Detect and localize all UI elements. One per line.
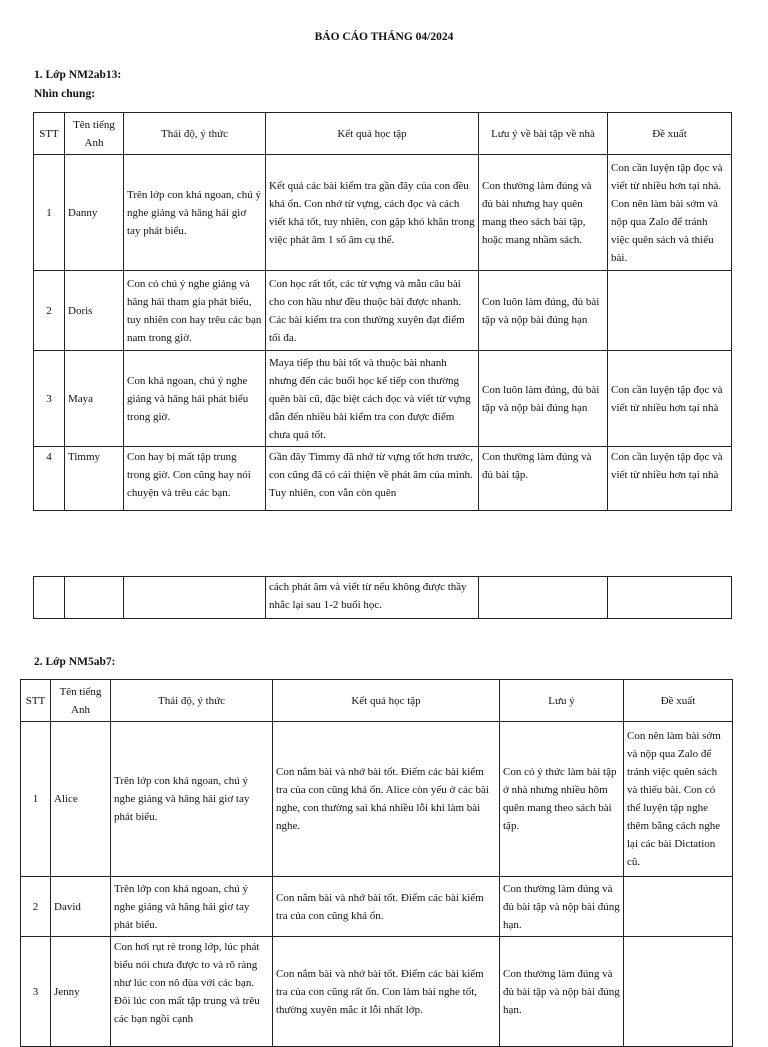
class1-heading: 1. Lớp NM2ab13:	[34, 69, 122, 81]
stt-cell: 2	[34, 271, 65, 351]
table-row	[21, 937, 733, 1047]
table-row	[34, 271, 732, 351]
empty-cell	[608, 577, 732, 619]
result-cell: Kết quả các bài kiểm tra gần đây của con đều khá ổn. Con nhớ từ vựng, cách đọc và cách viết khá tốt, tuy nhiên, con gặp khó khăn trong việc phát âm 1 số âm cụ thể.	[266, 155, 479, 271]
stt-cell: 1	[21, 722, 51, 877]
table-header-row	[34, 113, 732, 155]
col-header: Thái độ, ý thức	[124, 113, 266, 155]
suggestion-cell	[608, 271, 732, 351]
empty-cell	[479, 577, 608, 619]
table-row	[21, 877, 733, 937]
col-header: Kết quả học tập	[273, 680, 500, 722]
name-cell: Danny	[65, 155, 124, 271]
suggestion-cell: Con cần luyện tập đọc và viết từ nhiều hơn tại nhà	[608, 351, 732, 447]
stt-cell: 4	[34, 447, 65, 511]
suggestion-cell	[624, 937, 733, 1047]
table-row	[34, 447, 732, 511]
empty-cell	[34, 577, 65, 619]
col-header: Lưu ý về bài tập về nhà	[479, 113, 608, 155]
name-cell: Maya	[65, 351, 124, 447]
class1-subheading: Nhìn chung:	[34, 88, 96, 100]
col-header: STT	[21, 680, 51, 722]
name-cell: Doris	[65, 271, 124, 351]
suggestion-cell: Con nên làm bài sớm và nộp qua Zalo để tránh việc quên sách và thiếu bài. Con có thể luyện tập nghe thêm bằng cách nghe lại các bài Dictation cũ.	[624, 722, 733, 877]
table-header-row	[21, 680, 733, 722]
name-cell: Timmy	[65, 447, 124, 511]
note-cell: Con có ý thức làm bài tập ở nhà nhưng nhiều hôm quên mang theo sách bài tập.	[500, 722, 624, 877]
stt-cell: 2	[21, 877, 51, 937]
col-header: Thái độ, ý thức	[111, 680, 273, 722]
stt-cell: 1	[34, 155, 65, 271]
suggestion-cell: Con cần luyện tập đọc và viết từ nhiều hơn tại nhà	[608, 447, 732, 511]
attitude-cell: Trên lớp con khá ngoan, chú ý nghe giảng và hăng hái giơ tay phát biểu.	[124, 155, 266, 271]
attitude-cell: Con khá ngoan, chú ý nghe giảng và hăng hái phát biểu trong giờ.	[124, 351, 266, 447]
result-cell: Con nắm bài và nhớ bài tốt. Điểm các bài kiểm tra của con cũng rất ổn. Con làm bài nghe tốt, thường xuyên mắc ít lỗi nhất lớp.	[273, 937, 500, 1047]
col-header: Tên tiếng Anh	[65, 113, 124, 155]
homework-cell: Con thường làm đúng và đủ bài tập.	[479, 447, 608, 511]
suggestion-cell: Con cần luyện tập đọc và viết từ nhiều hơn tại nhà. Con nên làm bài sớm và nộp qua Zalo để tránh việc quên sách và thiếu bài.	[608, 155, 732, 271]
stt-cell: 3	[34, 351, 65, 447]
col-header: Đề xuất	[624, 680, 733, 722]
empty-cell	[124, 577, 266, 619]
table-row	[34, 155, 732, 271]
homework-cell: Con thường làm đúng và đủ bài nhưng hay quên mang theo sách bài tập, hoặc mang nhầm sách.	[479, 155, 608, 271]
empty-cell	[65, 577, 124, 619]
result-cell: Con nắm bài và nhớ bài tốt. Điểm các bài kiểm tra của con cũng khá ổn.	[273, 877, 500, 937]
class2-heading: 2. Lớp NM5ab7:	[34, 656, 116, 668]
attitude-cell: Con có chú ý nghe giảng và hăng hái tham gia phát biểu, tuy nhiên con hay trêu các bạn nam trong giờ.	[124, 271, 266, 351]
name-cell: David	[51, 877, 111, 937]
suggestion-cell	[624, 877, 733, 937]
attitude-cell: Trên lớp con khá ngoan, chú ý nghe giảng và hăng hái giơ tay phát biểu.	[111, 877, 273, 937]
result-cell: cách phát âm và viết từ nếu không được thầy nhắc lại sau 1-2 buổi học.	[266, 577, 479, 619]
col-header: STT	[34, 113, 65, 155]
attitude-cell: Trên lớp con khá ngoan, chú ý nghe giảng và hăng hái giơ tay phát biểu.	[111, 722, 273, 877]
class2-table	[20, 679, 733, 1047]
result-cell: Maya tiếp thu bài tốt và thuộc bài nhanh nhưng đến các buổi học kế tiếp con thường quên bài cũ, đặc biệt cách đọc và viết từ vựng dẫn đến nhiều bài kiểm tra con được điểm chưa quá tốt.	[266, 351, 479, 447]
result-cell: Gần đây Timmy đã nhớ từ vựng tốt hơn trước, con cũng đã có cải thiện về phát âm của mình. Tuy nhiên, con vẫn còn quên	[266, 447, 479, 511]
name-cell: Alice	[51, 722, 111, 877]
attitude-cell: Con hay bị mất tập trung trong giờ. Con cũng hay nói chuyện và trêu các bạn.	[124, 447, 266, 511]
table-row	[34, 351, 732, 447]
class1-table	[33, 112, 732, 511]
note-cell: Con thường làm đúng và đủ bài tập và nộp bài đúng hạn.	[500, 877, 624, 937]
col-header: Kết quả học tập	[266, 113, 479, 155]
col-header: Lưu ý	[500, 680, 624, 722]
homework-cell: Con luôn làm đúng, đủ bài tập và nộp bài đúng hạn	[479, 351, 608, 447]
note-cell: Con thường làm đúng và đủ bài tập và nộp bài đúng hạn.	[500, 937, 624, 1047]
result-cell: Con học rất tốt, các từ vựng và mẫu câu bài cho con hầu như đều thuộc bài được nhanh. Các bài kiểm tra con thường xuyên đạt điểm tối đa.	[266, 271, 479, 351]
col-header: Tên tiếng Anh	[51, 680, 111, 722]
stt-cell: 3	[21, 937, 51, 1047]
col-header: Đề xuất	[608, 113, 732, 155]
class1-table-continuation	[33, 576, 732, 619]
table-row	[34, 577, 732, 619]
name-cell: Jenny	[51, 937, 111, 1047]
homework-cell: Con luôn làm đúng, đủ bài tập và nộp bài đúng hạn	[479, 271, 608, 351]
result-cell: Con nắm bài và nhớ bài tốt. Điểm các bài kiểm tra của con cũng khá ổn. Alice còn yếu ở các bài nghe, con thường sai khá nhiều lỗi khi làm bài nghe.	[273, 722, 500, 877]
attitude-cell: Con hơi rụt rè trong lớp, lúc phát biểu nói chưa được to và rõ ràng như lúc con nô đùa với các bạn. Đôi lúc con mất tập trung và trêu các bạn ngồi cạnh	[111, 937, 273, 1047]
table-row	[21, 722, 733, 877]
report-title: BÁO CÁO THÁNG 04/2024	[314, 31, 454, 43]
